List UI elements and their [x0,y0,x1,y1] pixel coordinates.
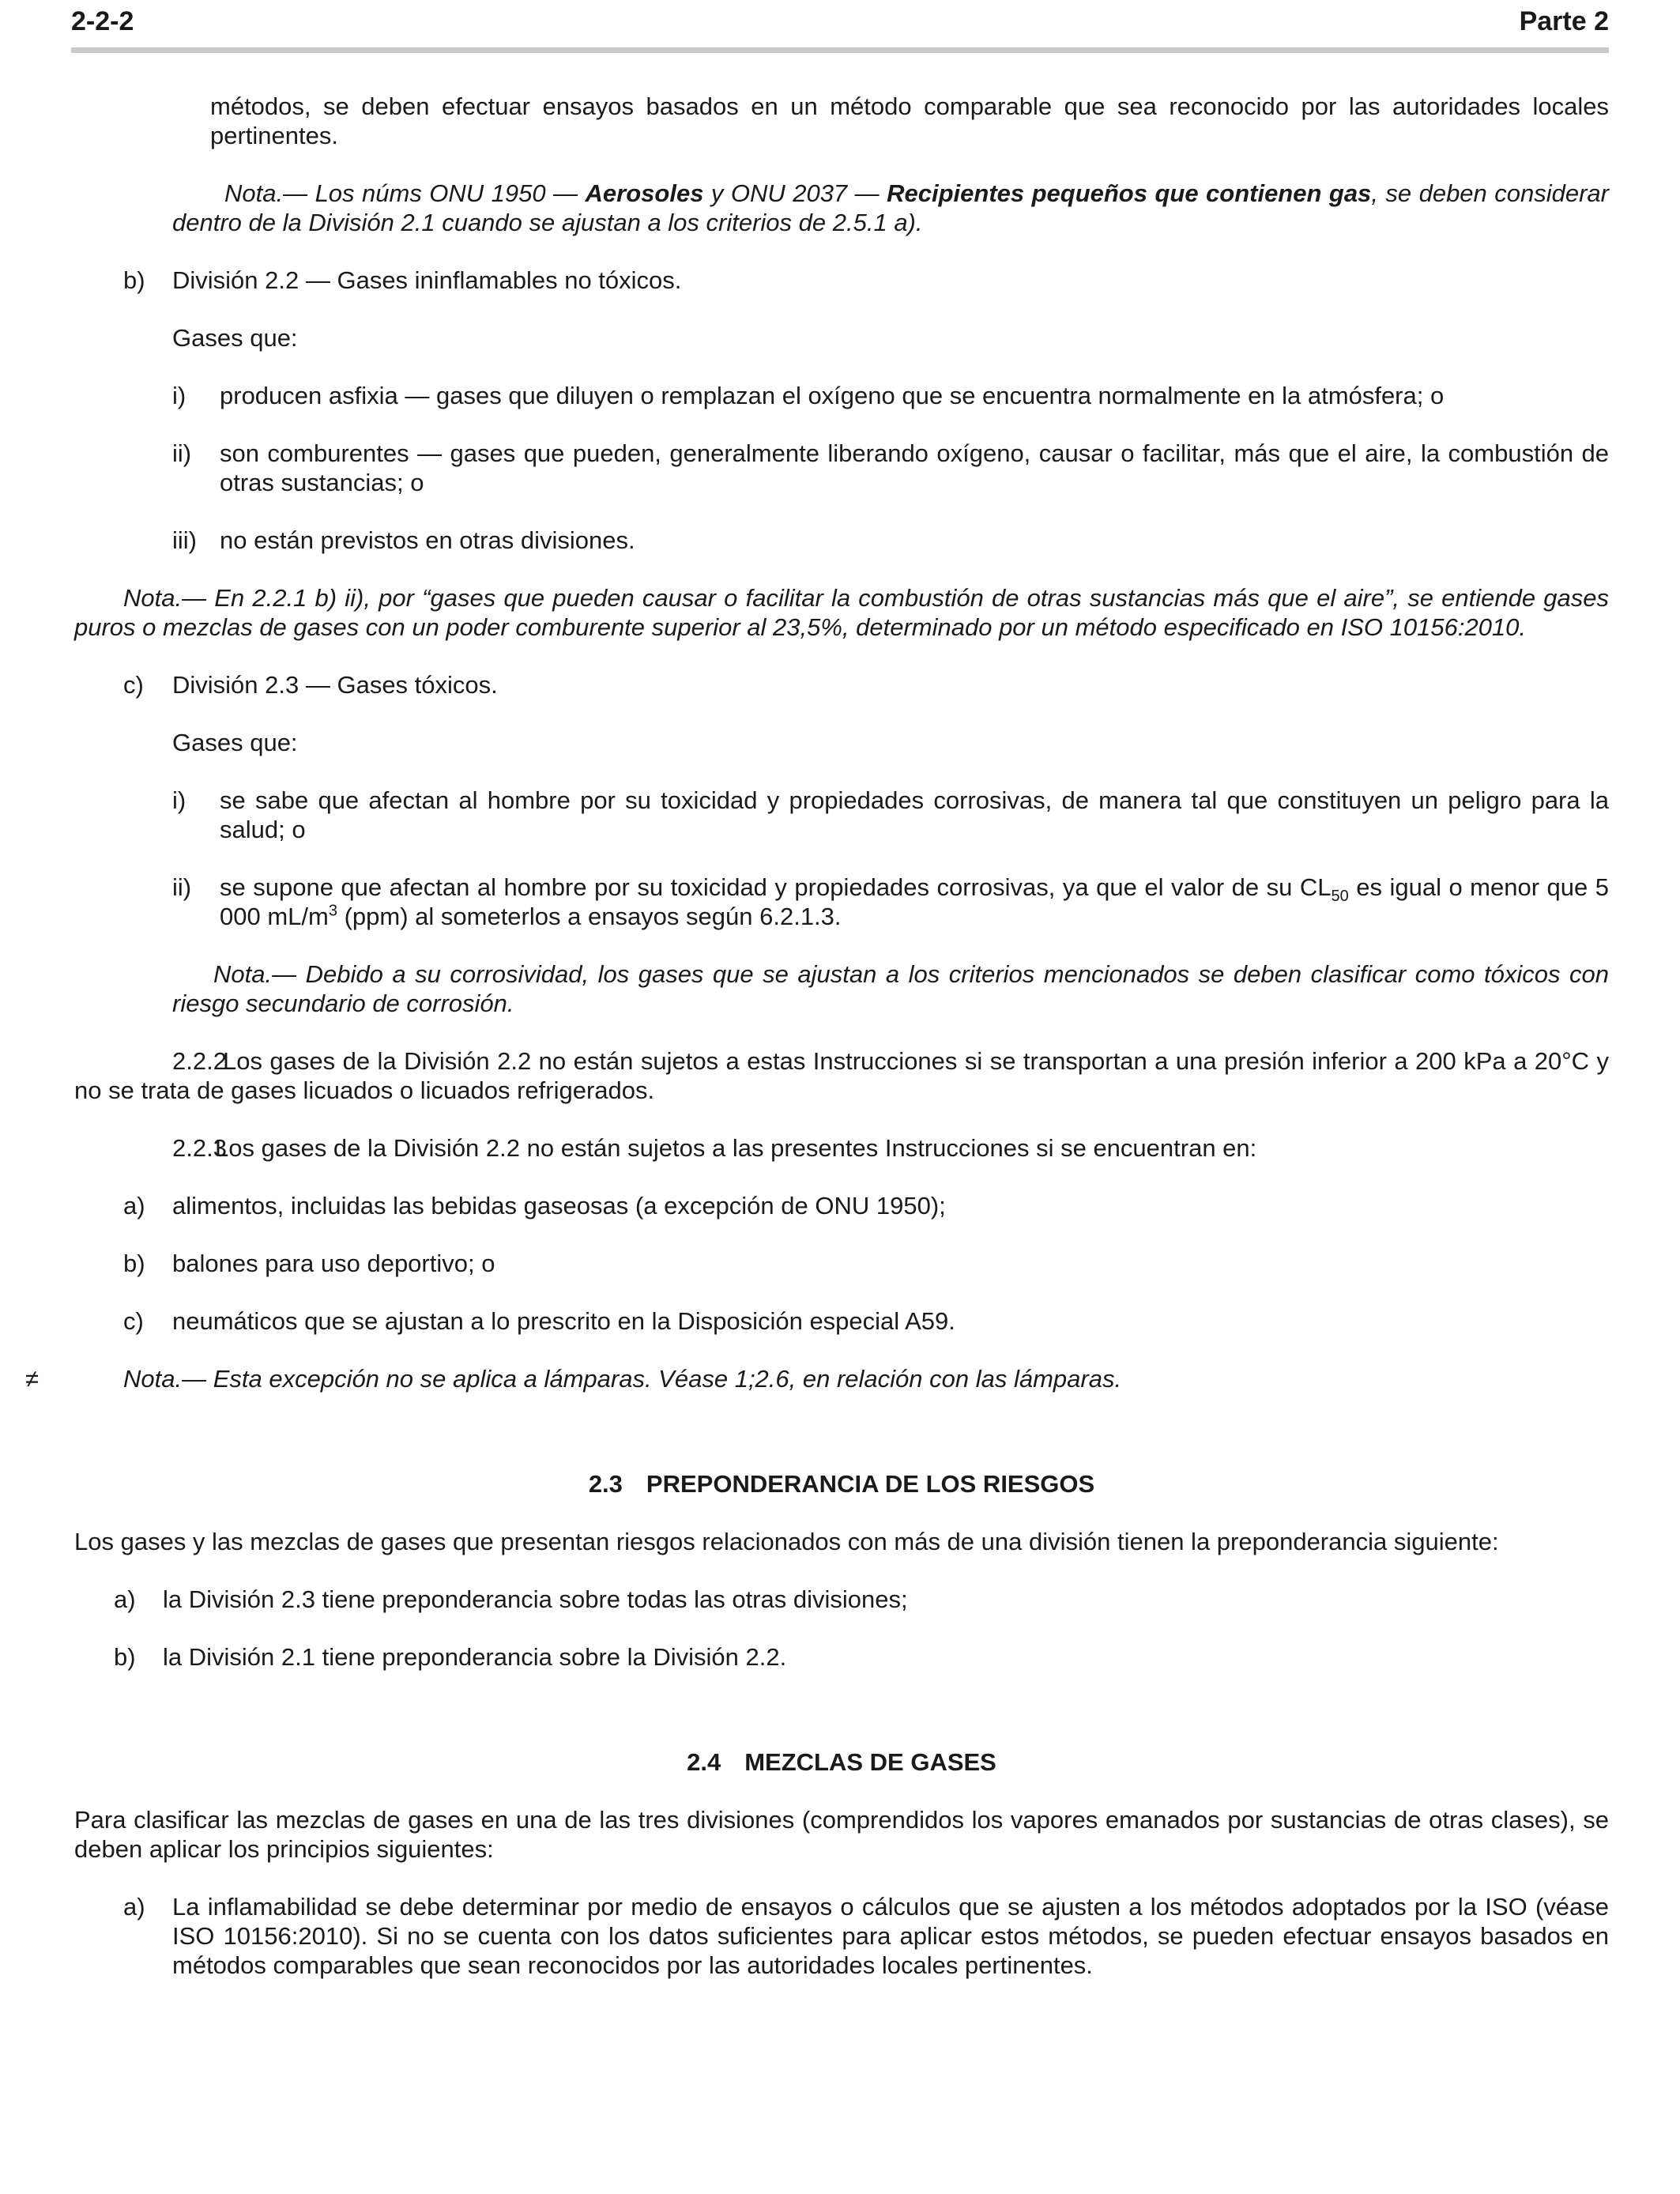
note-aerosols: Nota.— Los núms ONU 1950 — Aerosoles y ONU 2037 — Recipientes pequeños que contienen gas, se deben considerar dentro de la División 2.1 cuando se ajustan a los criterios de 2.5.1 a). [172,179,1609,236]
term-recipientes: Recipientes pequeños que contienen gas [887,179,1372,207]
paragraph-2-3: Los gases y las mezclas de gases que presentan riesgos relacionados con más de una división tienen la preponderancia siguiente: [74,1528,1499,1555]
paragraph-continuation: métodos, se deben efectuar ensayos basados en un método comparable que sea reconocido por las autoridades locales pertinentes. [210,92,1609,149]
page-header [71,3,1609,40]
part-label: Parte 2 [1519,6,1609,36]
note-lamparas: ≠ Nota.— Esta excepción no se aplica a lámparas. Véase 1;2.6, en relación con las lámparas. [25,1365,1122,1393]
item-b-ii: ii) son comburentes — gases que pueden, generalmente liberando oxígeno, causar o facilitar, más que el aire, la combustión de otras sustancias; o [172,439,1609,496]
paragraph-2-4: Para clasificar las mezclas de gases en una de las tres divisiones (comprendidos los vapores emanados por sustancias de otras clases), se deben aplicar los principios siguientes: [74,1806,1609,1863]
heading-2-4: 2.4 MEZCLAS DE GASES [687,1748,996,1776]
header-rule [71,47,1609,53]
item-2-4-a: a) La inflamabilidad se debe determinar por medio de ensayos o cálculos que se ajusten a los métodos adoptados por la ISO (véase ISO 10156:2010). Si no se cuenta con los datos suficientes para aplicar estos métodos, se pueden efectuar ensayos basados en métodos comparables que sean reconocidos por las autoridades locales pertinentes. [123,1893,1609,1979]
item-2-3-b: b) la División 2.1 tiene preponderancia sobre la División 2.2. [114,1643,787,1671]
note-corrosividad: Nota.— Debido a su corrosividad, los gases que se ajustan a los criterios mencionados se deben clasificar como tóxicos con riesgo secundario de corrosión. [172,960,1609,1017]
item-b-i: i) producen asfixia — gases que diluyen o remplazan el oxígeno que se encuentra normalmente en la atmósfera; o [172,382,1445,409]
note-comburente: Nota.— En 2.2.1 b) ii), por “gases que pueden causar o facilitar la combustión de otras sustancias más que el aire”, se entiende gases puros o mezclas de gases con un poder comburente superior al 23,5%, determinado por un método especificado en ISO 10156:2010. [74,584,1609,641]
section-2-2-2: 2.2.2Los gases de la División 2.2 no están sujetos a estas Instrucciones si se transportan a una presión inferior a 200 kPa a 20°C y no se trata de gases licuados o licuados refrigerados. [74,1047,1609,1104]
item-2-2-3-c: c) neumáticos que se ajustan a lo prescrito en la Disposición especial A59. [123,1307,955,1335]
item-c-ii: ii) se supone que afectan al hombre por su toxicidad y propiedades corrosivas, ya que el valor de su $CL_{50}$ es igual o menor que 5 000 $mL/m^3$ (ppm) al someterlos a ensayos según 6.2.1.3. [172,873,1609,930]
gases-que-label: Gases que: [172,324,298,352]
item-c-division-2-3: c) División 2.3 — Gases tóxicos. [123,671,498,699]
section-2-2-3: 2.2.3Los gases de la División 2.2 no están sujetos a las presentes Instrucciones si se encuentran en: [172,1134,1257,1162]
item-b-division-2-2: b) División 2.2 — Gases ininflamables no tóxicos. [123,266,682,294]
item-2-2-3-a: a) alimentos, incluidas las bebidas gaseosas (a excepción de ONU 1950); [123,1192,946,1220]
item-c-i: i) se sabe que afectan al hombre por su toxicidad y propiedades corrosivas, de manera tal que constituyen un peligro para la salud; o [172,786,1609,843]
heading-2-3: 2.3 PREPONDERANCIA DE LOS RIESGOS [588,1470,1095,1498]
item-2-2-3-b: b) balones para uso deportivo; o [123,1250,495,1277]
gases-que-label: Gases que: [172,729,298,756]
item-b-iii: iii) no están previstos en otras divisiones. [172,526,635,554]
page-content [25,92,1609,1980]
change-mark: ≠ [25,1365,40,1393]
term-aerosoles: Aerosoles [585,179,704,207]
item-2-3-a: a) la División 2.3 tiene preponderancia sobre todas las otras divisiones; [114,1585,908,1613]
page-number: 2-2-2 [71,6,134,36]
